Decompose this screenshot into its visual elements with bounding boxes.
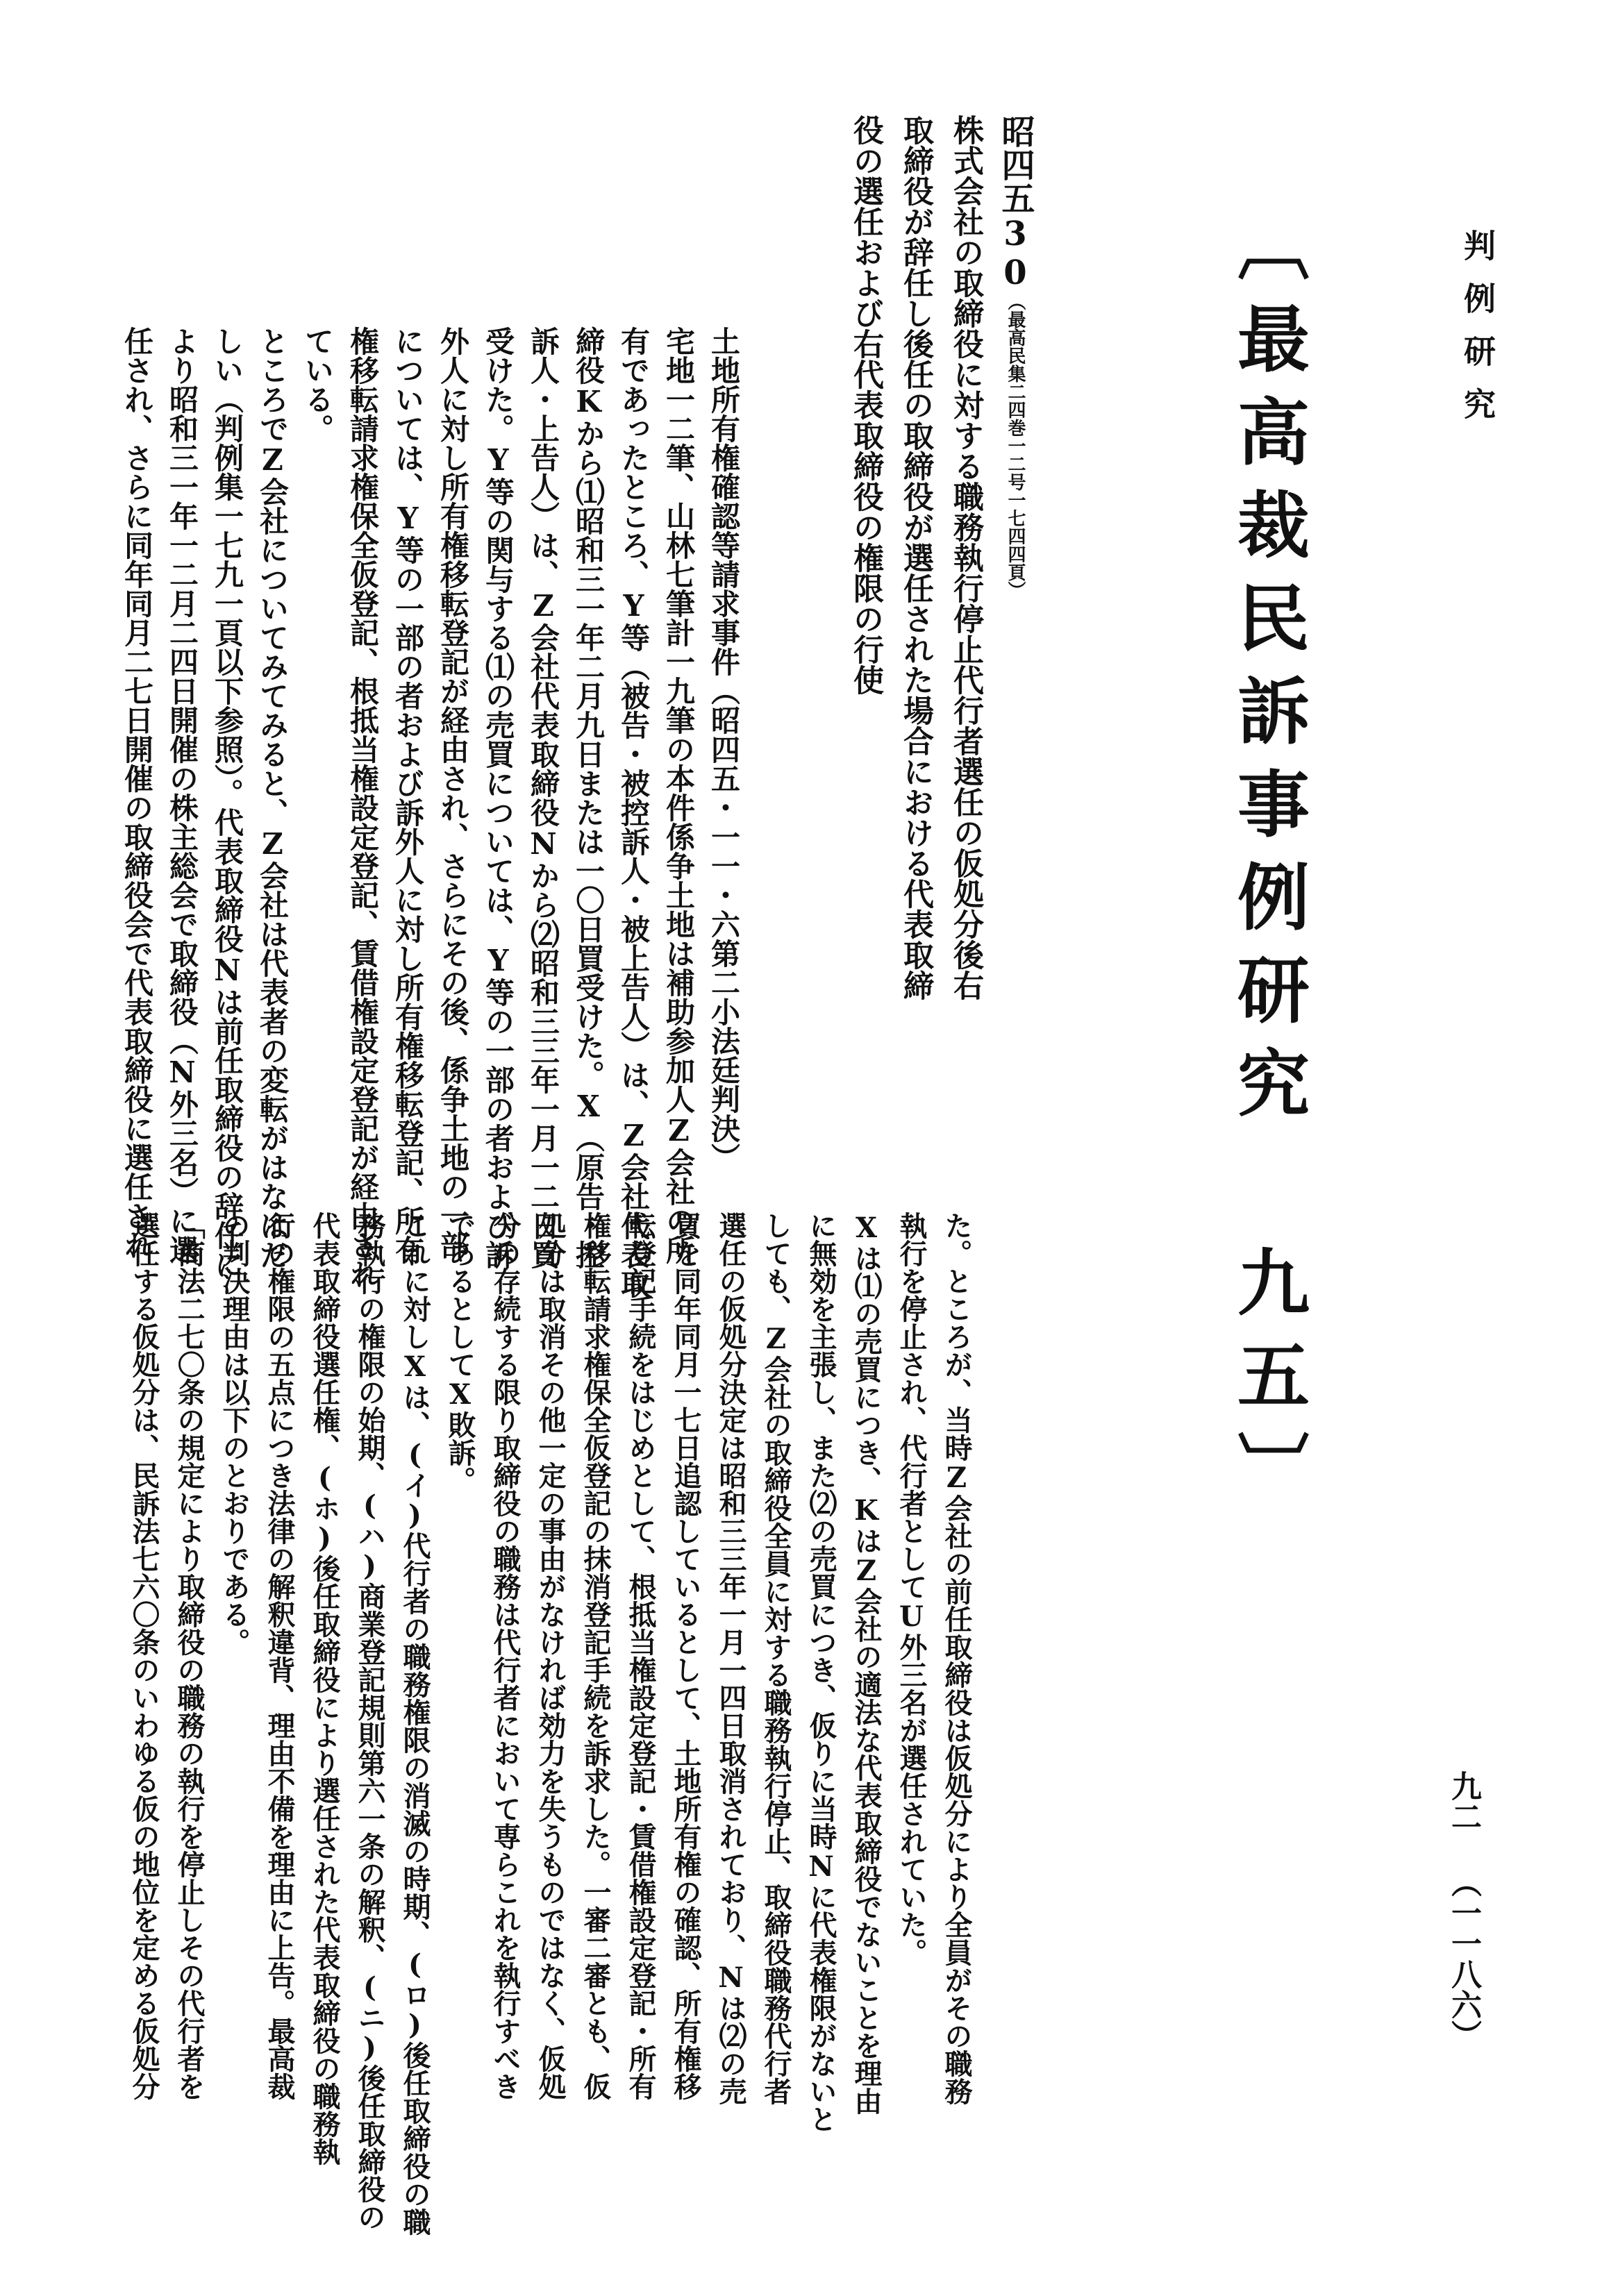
text-column: 転登記手続をはじめとして、根抵当権設定登記・賃借権設定登記・所有 <box>624 1212 657 2100</box>
text-column: 「商法二七〇条の規定により取締役の職務の執行を停止しその代行者を <box>173 1212 206 2100</box>
text-column: た。ところが、当時Z会社の前任取締役は仮処分により全員がその職務 <box>940 1212 973 2105</box>
text-column: ている。 <box>301 326 335 443</box>
text-column: 行の権限の五点につき法律の解釈違背、理由不備を理由に上告。最高裁 <box>263 1212 296 2100</box>
series-title: 〔最高裁民訴事例研究 九五〕 <box>1225 208 1310 1524</box>
text-column: 外人に対し所有権移転登記が経由され、さらにその後、係争土地の一部 <box>436 326 470 1259</box>
case-title-line: 株式会社の取締役に対する職務執行停止代行者選任の仮処分後右 <box>948 115 983 1000</box>
text-column: 任され、さらに同年同月二七日開催の取締役会で代表取締役に選任され <box>120 326 154 1259</box>
upper-body-text <box>115 326 747 1298</box>
text-column: 締役Kから⑴昭和三一年二月九日または一〇日買受けた。X（原告・控 <box>572 326 606 1269</box>
text-column: ところでZ会社についてみてみると、Z会社は代表者の変転がはなはだ <box>256 326 290 1269</box>
text-column: 代表取締役選任権、(ホ)後任取締役により選任された代表取締役の職務執 <box>308 1212 341 2165</box>
text-column: 受けた。Y等の関与する⑴の売買については、Y等の一部の者および訴 <box>481 326 515 1269</box>
text-column: 選任の仮処分決定は昭和三三年一月一四日取消されており、Nは⑵の売 <box>715 1212 747 2105</box>
text-column: しい（判例集一七九一頁以下参照）。代表取締役Nは前任取締役の辞任に <box>210 326 244 1279</box>
text-column: これに対しXは、(イ)代行者の職務権限の消滅の時期、(ロ)後任取締役の職 <box>399 1212 431 2236</box>
text-column: しても、Z会社の取締役全員に対する職務執行停止、取締役職務代行者 <box>760 1212 792 2105</box>
running-header: 判例研究 <box>1459 229 1496 440</box>
case-title-line: 取締役が辞任し後任の取締役が選任された場合における代表取締 <box>898 115 933 1000</box>
text-column: 執行を停止され、代行者としてU外三名が選任されていた。 <box>895 1212 928 1966</box>
text-column: 宅地一二筆、山林七筆計一九筆の本件係争土地は補助参加人Z会社の所 <box>662 326 696 1264</box>
text-column: 土地所有権確認等請求事件（昭四五・一一・六第二小法廷判決） <box>707 326 741 1172</box>
case-heading <box>840 115 1040 1000</box>
case-id-line <box>990 115 1040 1000</box>
case-citation: （最高民集二四巻一二号一七四四頁） <box>1005 292 1026 599</box>
text-column: 訴人・上告人）は、Z会社代表取締役Nから⑵昭和三三年一月一二日買 <box>526 326 560 1269</box>
text-column: 務執行の権限の始期、(ハ)商業登記規則第六一条の解釈、(ニ)後任取締役の <box>353 1212 386 2231</box>
text-column: 有であったところ、Y等（被告・被控訴人・被上告人）は、Z会社代表取 <box>617 326 651 1298</box>
text-column: であるとしてX敗訴。 <box>444 1212 476 1494</box>
text-column: については、Y等の一部の者および訴外人に対し所有権移転登記、所有 <box>391 326 425 1264</box>
text-column: 分の存続する限り取締役の職務は代行者において専らこれを執行すべき <box>489 1212 522 2100</box>
case-title-line: 役の選任および右代表取締役の権限の行使 <box>848 115 883 695</box>
text-column: 権移転請求権保全仮登記、根抵当権設定登記、賃借権設定登記が経由され <box>346 326 380 1289</box>
text-column: の判決理由は以下のとおりである。 <box>218 1212 251 1656</box>
case-id: 昭四五30 <box>996 115 1035 292</box>
text-column: Xは⑴の売買につき、KはZ会社の適法な代表取締役でないことを理由 <box>850 1212 883 2115</box>
lower-body-text <box>122 1212 979 2236</box>
text-column: 買を同年同月一七日追認しているとして、土地所有権の確認、所有権移 <box>669 1212 702 2100</box>
text-column: 選任する仮処分は、民訴法七六〇条のいわゆる仮の地位を定める仮処分 <box>128 1212 160 2100</box>
page-number: 九二 （一一八六） <box>1446 1770 1481 2050</box>
text-column: より昭和三一年一二月二四日開催の株主総会で取締役（N外三名）に選 <box>165 326 199 1264</box>
text-column: 権移転請求権保全仮登記の抹消登記手続を訴求した。一審二審とも、仮 <box>579 1212 612 2100</box>
text-column: 処分は取消その他一定の事由がなければ効力を失うものではなく、仮処 <box>534 1212 567 2100</box>
text-column: に無効を主張し、また⑵の売買につき、仮りに当時Nに代表権限がないと <box>805 1212 837 2133</box>
